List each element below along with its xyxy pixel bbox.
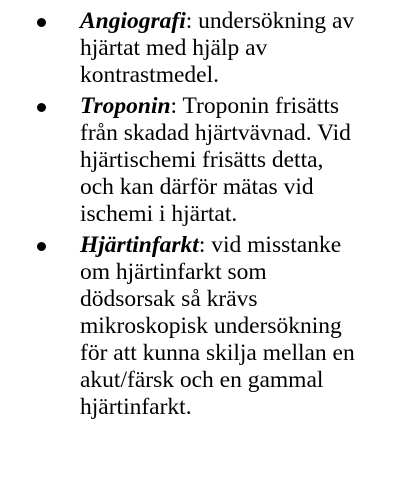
definition-text: hjärtischemi frisätts detta, [80,147,324,173]
item-first-line [80,232,399,259]
term-angiografi: Angiografi [80,8,186,34]
definition-text: : undersökning av [185,8,355,34]
definition-text: ischemi i hjärtat. [80,201,238,227]
list-item-hjartinfarkt [0,232,415,421]
definition-text: dödsorsak så krävs [80,286,258,312]
definition-text: : Troponin frisätts [170,93,339,119]
bullet-icon [37,103,46,112]
term-troponin: Troponin [80,93,171,119]
definition-text: om hjärtinfarkt som [80,259,267,285]
definition-text: : vid misstanke [198,232,342,258]
bullet-icon [37,242,46,251]
definition-text: för att kunna skilja mellan en [80,340,355,366]
term-hjartinfarkt: Hjärtinfarkt [80,232,199,258]
document-body [0,8,415,425]
definition-text: kontrastmedel. [80,62,220,88]
definition-text: hjärtinfarkt. [80,394,192,420]
item-first-line [80,8,399,35]
list-item-angiografi [0,8,415,89]
definition-text: från skadad hjärtvävnad. Vid [80,120,351,146]
definition-text: akut/färsk och en gammal [80,367,324,393]
item-first-line [80,93,399,120]
bullet-icon [37,18,46,27]
list-item-troponin [0,93,415,228]
definition-text: mikroskopisk undersökning [80,313,342,339]
definition-text: och kan därför mätas vid [80,174,314,200]
definition-list [0,8,415,421]
definition-text: hjärtat med hjälp av [80,35,268,61]
